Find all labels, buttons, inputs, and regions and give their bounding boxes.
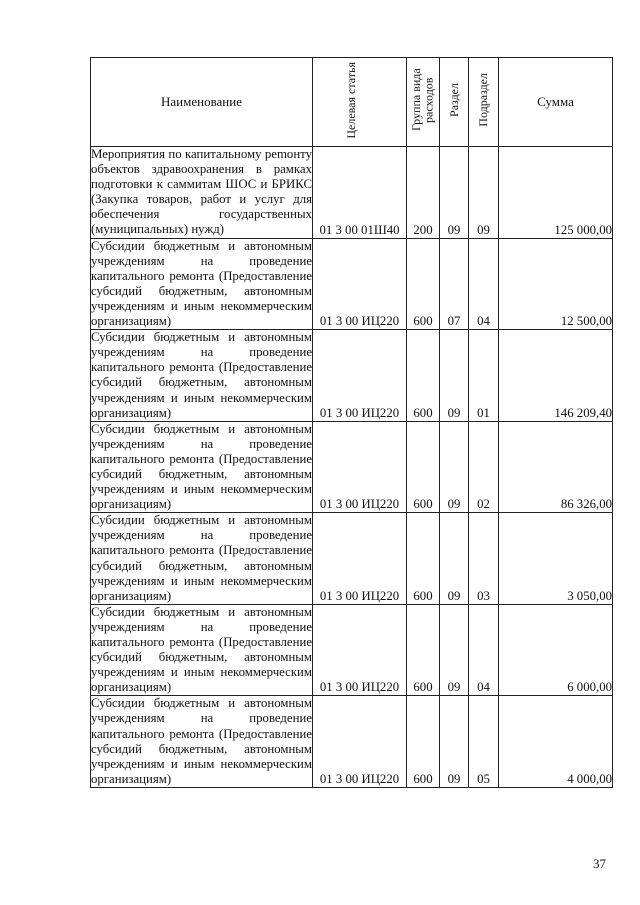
header-target-label: Целевая статья [343,61,358,139]
table-row [91,604,613,696]
row-section: 09 [440,604,469,696]
table-header-row [91,58,613,147]
table-row [91,696,613,788]
header-name [91,58,313,147]
row-description: Субсидии бюджетным и автономным учреждениям на проведение капитального ремонта (Предоставление субсидий бюджетным, автономным учреждениям и иным некоммерческим организациям) [91,513,312,603]
row-subsection: 03 [469,513,499,605]
row-amount: 86 326,00 [499,421,613,513]
row-subsection: 04 [469,604,499,696]
header-group [407,58,440,147]
row-description: Мероприятия по капитальному реmонту объектов здравоохранения в рамках подготовки к саммитам ШОС и БРИКС (Закупка товаров, работ и услуг для обеспечения государственных (муниципальных) нужд) [91,147,312,237]
row-amount: 4 000,00 [499,696,613,788]
row-amount: 146 209,40 [499,330,613,422]
row-expense-group: 600 [407,513,440,605]
row-description: Субсидии бюджетным и автономным учреждениям на проведение капитального ремонта (Предоставление субсидий бюджетным, автономным учреждениям и иным некоммерческим организациям) [91,604,312,695]
row-expense-group: 200 [407,147,440,239]
header-section [440,58,469,147]
row-target-code: 01 3 00 ИЦ220 [313,330,407,422]
table-row [91,513,613,605]
row-description: Субсидии бюджетным и автономным учреждениям на проведение капитального ремонта (Предоставление субсидий бюджетным, автономным учреждениям и иным некоммерческим организациям) [91,330,312,420]
page-number: 37 [593,856,606,871]
row-amount: 3 050,00 [499,513,613,605]
budget-table [90,57,613,788]
row-subsection: 02 [469,421,499,513]
header-name-label: Наименование [161,94,242,109]
header-group-label: Группа вида расходов [409,68,436,132]
row-description: Субсидии бюджетным и автономным учреждениям на проведение капитального ремонта (Предоставление субсидий бюджетным, автономным учреждениям и иным некоммерческим организациям) [91,238,312,329]
table-row [91,421,613,513]
header-subsection-label: Подраздел [476,73,491,127]
header-amount [499,58,613,147]
row-expense-group: 600 [407,696,440,788]
row-subsection: 05 [469,696,499,788]
row-description: Субсидии бюджетным и автономным учреждениям на проведение капитального ремонта (Предоставление субсидий бюджетным, автономным учреждениям и иным некоммерческим организациям) [91,421,312,512]
row-section: 09 [440,330,469,422]
table-row [91,147,613,239]
row-section: 09 [440,421,469,513]
row-section: 09 [440,513,469,605]
row-target-code: 01 3 00 01Ш40 [313,147,407,239]
row-section: 09 [440,696,469,788]
table-row [91,238,613,330]
row-target-code: 01 3 00 ИЦ220 [313,604,407,696]
row-expense-group: 600 [407,330,440,422]
row-section: 09 [440,147,469,239]
row-amount: 12 500,00 [499,238,613,330]
row-target-code: 01 3 00 ИЦ220 [313,238,407,330]
row-expense-group: 600 [407,421,440,513]
row-subsection: 04 [469,238,499,330]
row-subsection: 09 [469,147,499,239]
row-section: 07 [440,238,469,330]
row-description: Субсидии бюджетным и автономным учреждениям на проведение капитального ремонта (Предоставление субсидий бюджетным, автономным учреждениям и иным некоммерческим организациям) [91,696,312,786]
row-subsection: 01 [469,330,499,422]
table-body [91,147,613,788]
header-amount-label: Сумма [537,94,574,109]
row-target-code: 01 3 00 ИЦ220 [313,513,407,605]
row-target-code: 01 3 00 ИЦ220 [313,421,407,513]
row-amount: 6 000,00 [499,604,613,696]
row-expense-group: 600 [407,238,440,330]
row-target-code: 01 3 00 ИЦ220 [313,696,407,788]
header-subsection [469,58,499,147]
header-target [313,58,407,147]
row-expense-group: 600 [407,604,440,696]
table-row [91,330,613,422]
row-amount: 125 000,00 [499,147,613,239]
header-section-label: Раздел [446,83,461,117]
